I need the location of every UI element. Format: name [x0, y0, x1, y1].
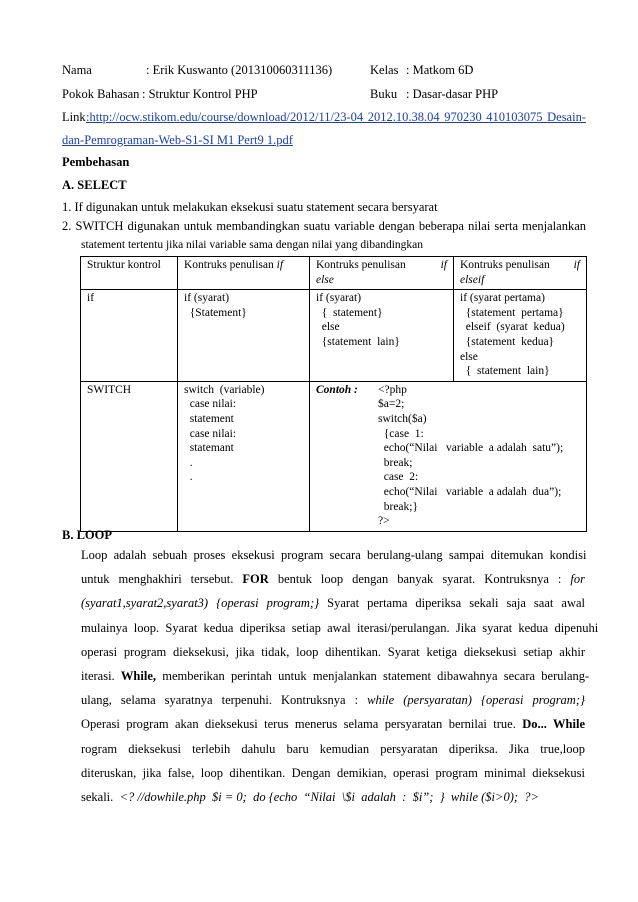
php-code-line: {case 1:	[378, 427, 424, 440]
else-construct-line: if (syarat)	[316, 292, 362, 305]
loop-paragraph-line	[81, 742, 585, 758]
body-text: Loop adalah sebuah proses eksekusi program secara berulang-ulang sampai ditemukan kondisi	[81, 548, 587, 562]
cell-if-label: if	[81, 290, 178, 382]
buku-value: : Dasar-dasar PHP	[406, 87, 499, 101]
cell-else-construct	[310, 290, 454, 382]
php-code-line: case 2:	[378, 471, 419, 484]
pokok-bahasan-value: : Struktur Kontrol PHP	[142, 87, 258, 101]
control-structure-table	[80, 256, 587, 532]
loop-paragraph-line	[81, 596, 585, 612]
php-code-block	[378, 383, 580, 529]
elseif-construct-line: elseif (syarat kedua)	[460, 321, 565, 334]
loop-paragraph-line	[81, 669, 590, 685]
link-url-line2[interactable]: dan-Pemrograman-Web-S1-SI M1 Pert9 1.pdf	[62, 133, 293, 147]
loop-paragraph-line	[81, 645, 585, 661]
switch-construct-line: switch (variable)	[184, 383, 265, 396]
body-text: memberikan perintah untuk menjalankan statement dibawahnya secara berulang-	[156, 669, 590, 683]
header-cell-structure: Struktur kontrol	[81, 257, 178, 290]
section-a-item-2-cont: statement tertentu jika nilai variable sama dengan nilai yang dibandingkan	[81, 239, 424, 251]
elseif-construct-line: else	[460, 350, 478, 363]
switch-construct-line: case nilai:	[184, 427, 237, 440]
php-code-line: break;	[378, 456, 413, 469]
php-code-line: $a=2;	[378, 398, 405, 411]
body-text: rogram dieksekusi terlebih dahulu baru kemudian persyaratan diperiksa. Jika true,loop	[81, 741, 585, 756]
link-url-line1[interactable]: :http://ocw.stikom.edu/course/download/2012/11/23-04 2012.10.38.04 970230 410103075 Desain-	[86, 110, 586, 124]
syntax-text: <? //dowhile.php $i = 0; do {echo “Nilai \$i adalah : $i”; } while ($i>0); ?>	[119, 790, 539, 804]
section-a-item-1	[62, 192, 582, 216]
syntax-text: (syarat1,syarat2,syarat3) {operasi program;}	[81, 596, 320, 611]
nama-label: Nama	[62, 63, 92, 77]
table-row-if	[81, 290, 587, 382]
table-header-row	[81, 257, 587, 290]
loop-paragraph-line	[81, 766, 585, 782]
switch-construct-line: .	[184, 456, 193, 469]
elseif-construct-line: {statement kedua}	[460, 335, 555, 348]
cell-switch-label: SWITCH	[81, 381, 178, 531]
keyword-text: Do... While	[522, 717, 586, 732]
body-text: diteruskan, jika false, loop dihentikan. Dengan demikian, operasi program minimal dieksekusi	[81, 765, 585, 780]
php-code-line: break;}	[378, 500, 419, 513]
table-row-switch	[81, 381, 587, 531]
header-cell-else: Kontruks penulisan if else	[310, 257, 454, 290]
loop-paragraph-line	[81, 717, 585, 733]
body-text: ulang, selama syaratnya terpenuhi. Kontruksnya :	[81, 693, 368, 708]
loop-paragraph-line	[81, 572, 585, 588]
loop-paragraph-line	[81, 548, 585, 564]
header-cell-elseif: Kontruks penulisan if elseif	[454, 257, 587, 290]
php-code-line: ?>	[378, 515, 390, 528]
cell-if-construct	[178, 290, 310, 382]
else-construct-line: else	[316, 321, 340, 334]
php-code-line: <?php	[378, 383, 407, 396]
buku-label: Buku	[370, 87, 398, 101]
elseif-construct-line: { statement lain}	[460, 365, 550, 378]
body-text: Operasi program akan dieksekusi terus menerus selama persyaratan bernilai true.	[81, 717, 523, 732]
switch-construct-line: .	[184, 471, 193, 484]
cell-switch-construct	[178, 381, 310, 531]
nama-value: : Erik Kuswanto (201310060311136)	[146, 63, 333, 77]
link-label: Link	[62, 110, 86, 124]
kelas-value: : Matkom 6D	[406, 63, 474, 77]
pokok-bahasan-label: Pokok Bahasan	[62, 87, 140, 101]
else-construct-line: {statement lain}	[316, 335, 400, 348]
body-text: operasi program dieksekusi, jika tidak, loop dihentikan. Syarat ketiga dieksekusi setiap akhir	[81, 644, 585, 659]
keyword-text: While,	[120, 669, 156, 683]
section-a-heading: A. SELECT	[62, 178, 127, 192]
body-text: iterasi.	[81, 669, 121, 683]
elseif-construct-line: if (syarat pertama)	[460, 292, 545, 305]
loop-paragraph-line	[81, 620, 599, 637]
elseif-construct-line: {statement pertama}	[460, 306, 564, 319]
body-text: Syarat pertama diperiksa sekali saja saat awal	[319, 596, 585, 611]
contoh-label: Contoh :	[316, 383, 358, 396]
keyword-text: FOR	[242, 572, 269, 587]
php-code-line: echo(“Nilai variable a adalah dua”);	[378, 485, 562, 498]
section-b-heading: B. LOOP	[62, 528, 113, 542]
section-a-item-2: 2. SWITCH digunakan untuk membandingkan suatu variable dengan beberapa nilai serta menjalankan	[62, 219, 586, 233]
section-title: Pembehasan	[62, 155, 130, 169]
cell-elseif-construct	[454, 290, 587, 382]
if-construct-line: {Statement}	[184, 306, 247, 319]
body-text: bentuk loop dengan banyak syarat. Kontruksnya :	[268, 572, 571, 587]
syntax-text: for	[570, 572, 585, 587]
loop-paragraph-line	[81, 790, 585, 806]
body-text: sekali.	[81, 790, 120, 804]
header-cell-if: Kontruks penulisan if	[178, 257, 310, 290]
php-code-line: switch($a)	[378, 412, 427, 425]
cell-switch-example	[310, 381, 587, 531]
if-construct-line: if (syarat)	[184, 292, 230, 305]
item-if-text: 1. If digunakan untuk melakukan eksekusi suatu statement secara bersyarat	[62, 200, 438, 214]
kelas-label: Kelas	[370, 63, 399, 77]
else-construct-line: { statement}	[316, 306, 383, 319]
loop-paragraph-line	[81, 693, 585, 709]
switch-construct-line: case nilai:	[184, 398, 237, 411]
switch-construct-line: statemant	[184, 442, 234, 455]
switch-construct-line: statement	[184, 412, 234, 425]
syntax-text: while (persyaratan) {operasi program;}	[367, 693, 585, 708]
body-text: untuk menghakhiri tersebut.	[81, 572, 243, 587]
php-code-line: echo(“Nilai variable a adalah satu”);	[378, 442, 564, 455]
body-text: mulainya loop. Syarat kedua diperiksa setiap awal iterasi/perulangan. Jika syarat kedua dipenuhi	[81, 620, 599, 635]
